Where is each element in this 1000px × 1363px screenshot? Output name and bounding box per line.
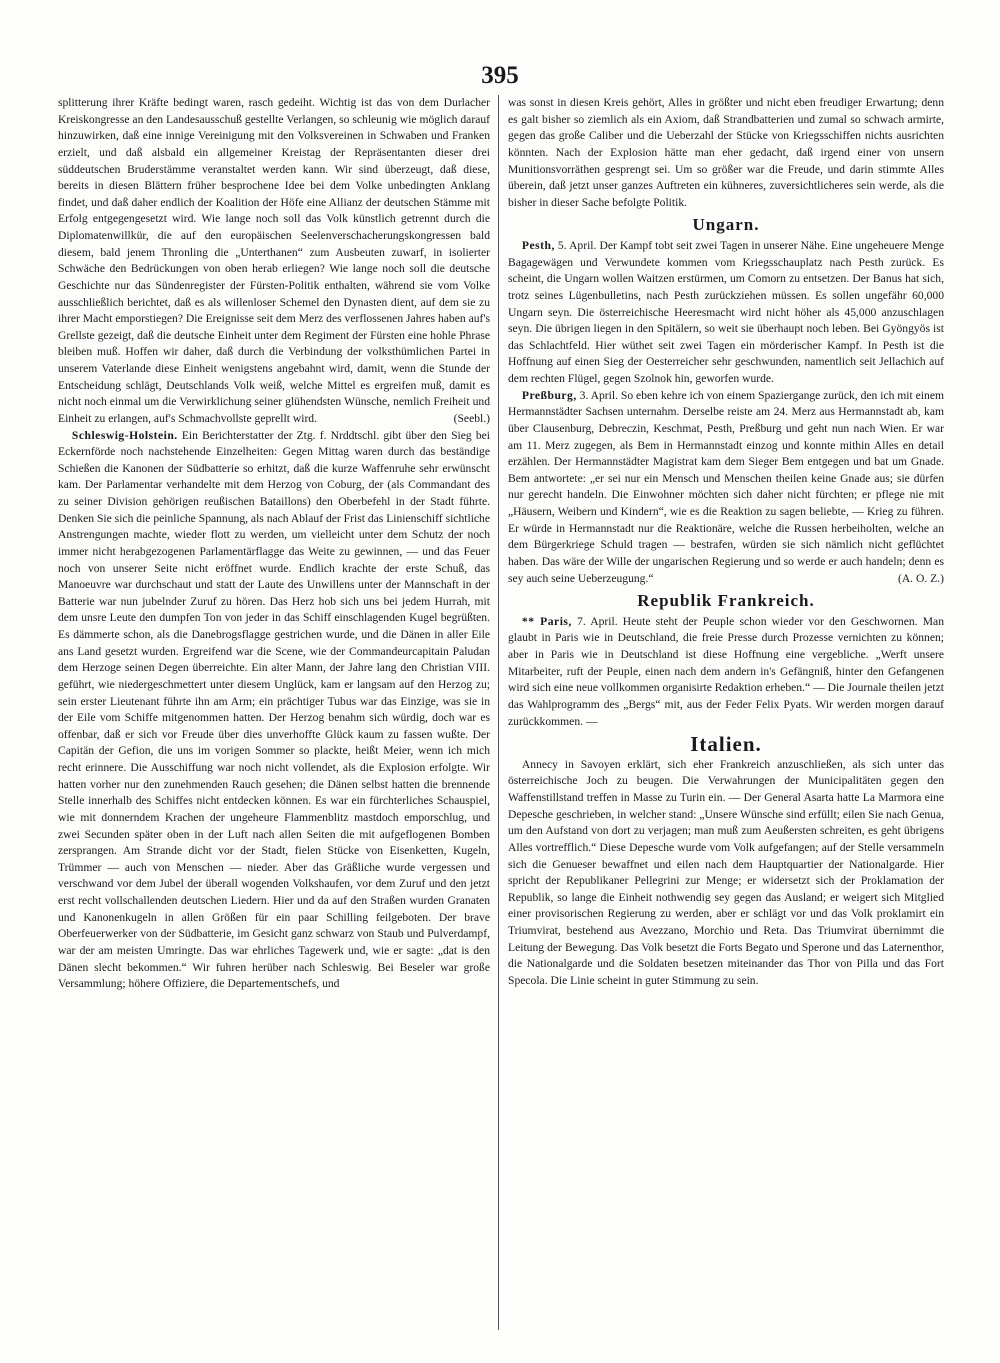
article-schleswig-holstein: Schleswig-Holstein. Ein Berichterstatter der Ztg. f. Nrddtschl. gibt über den Sieg bei Eckernförde noch nachstehende Einzelheiten: Gegen Mittag waren durch das beständige Schießen die Kanonen der Südbatterie so erhitzt, daß die kurze Waffenruhe sehr erwünscht kam. Der Parlamentar verhandelte mit dem Herzog von Coburg, der (als Commandant des zu seiner Division gehörigen reußischen Bataillons) den Oberbefehl in der Stadt führte. Denken Sie sich die peinliche Spannung, als nach Ablauf der Frist das Linienschiff sichtliche Anstrengungen machte, wieder flott zu werden, um vielleicht unter dem Schutz der noch immer nicht herabgezogenen Parlamentärflagge das Weite zu gewinnen, — und das Feuer noch von unserer Seite nicht eröffnet wurde. Endlich krachte der erste Schuß, das Manoeuvre war durchschaut und statt der Laute des Unwillens unter der Mannschaft in der Batterie war nun jubelnder Zuruf zu hören. Das Herz hob sich uns bei jedem Hurrah, mit dem unsre Leute den dumpfen Ton von jeder in das Schiff einschlagenden Kugel begrüßten. Es dämmerte schon, als die Danebrogsflagge gestrichen wurde, und die Dänen in aller Eile ans Land gesetzt wurden. Ergreifend war die Scene, wie der Commandeurcapitain Paludan dem Herzoge seinen Degen überreichte. Ein alter Mann, der Jahre lang den Christian VIII. geführt, wie niedergeschmettert unter diesem Unglück, kam er langsam auf den Herzog zu; sein erster Lieutenant führte ihn am Arm; ein prächtiger Tubus war das Einzige, was sie in der Eile vom Schiffe mitgenommen hatten. Der Herzog benahm sich würdig, doch war es offenbar, daß er sich vor Freude über dies unverhoffte Glück kaum zu fassen wußte. Der Capitän der Gefion, die uns im vorigen Sommer so plackte, heißt Meier, wenn ich mich recht erinnere. Die Ausschiffung war noch nicht vollendet, als die Explosion erfolgte. Wir hatten vorher nur den zunehmenden Rauch gesehen; die Dänen selbst hatten die brennende Stelle innerhalb des Schiffes nicht entdecken können. Es war ein fürchterliches Schauspiel, wie mit donnerndem Krachen der ungeheure Flammenblitz mastdoch emporschlug, und zwei Secunden später oben in der Luft nach allen Seiten die mit aufgeflogenen Bomben zersprangen. Am Strande dicht vor der Stadt, fielen Stücke von Eisenketten, Kugeln, Trümmer — auch von Menschen — nieder. Aber das Gräßliche wurde vergessen und verschwand vor dem Jubel der überall wogenden Volkshaufen, vor dem Zuruf und den jetzt erst recht vollschallenden deutschen Liedern. Hier und da auf den Straßen wurden Granaten und Kanonenkugeln in allen Größen für ein paar Schilling feilgeboten. Der brave Oberfeuerwerker von der Südbatterie, im Gesicht ganz schwarz von Staub und Pulverdampf, war der am meisten Umringte. Das war ehrliches Tagewerk und, wie er sagte: „dat is den Dänen slecht bekommen.“ Wir fuhren herüber nach Schleswig. Bei Beseler war große Versammlung; höhere Offiziere, die Departementschefs, und [58, 428, 490, 991]
article-italien: Annecy in Savoyen erklärt, sich eher Frankreich anzuschließen, als sich unter das österreichische Joch zu beugen. Die Verwahrungen der Municipalitäten gegen den Waffenstillstand treffen in Masse zu Turin ein. — Der General Asarta hatte La Marmora eine Depesche geschrieben, in welcher stand: „Unsere Wünsche sind erfüllt; eilen Sie nach Genua, um den Aufstand von dort zu verjagen; man muß zum Aeußersten schreiten, es geht übrigens Alles vortrefflich.“ Diese Depesche wurde vom Volk aufgefangen; auf der Stelle versammeln sich die Genueser bewaffnet und eilen nach dem Hauptquartier der Nationalgarde. Hier spricht der Republikaner Pellegrini zur Menge; er widersetzt sich der Proklamation der Republik, so lange die Einheit nothwendig sey gegen das Ausland; er weigert sich Mitglied einer provisorischen Regierung zu werden, aber er schlägt vor und das Volk proklamirt ein Triumvirat, bestehend aus Avezzano, Morchio und Reta. Das Triumvirat übernimmt die Leitung der Bewegung. Das Volk besetzt die Forts Begato und Sperone und das Laternenthor, die Nationalgarde und die Soldaten besetzen miteinander das Thor von Pilla und das Fort Specola. Die Linie scheint in guter Stimmung zu sein. [508, 757, 944, 987]
left-column [58, 95, 490, 993]
section-heading-frankreich: Republik Frankreich. [637, 591, 815, 611]
article-paragraph: splitterung ihrer Kräfte bedingt waren, rasch gedeiht. Wichtig ist das von dem Durlacher Kreiskongresse an den Landesausschuß gestellte Verlangen, so schleunig wie möglich darauf hinzuwirken, daß eine innige Vereinigung mit den Volksvereinen in Schwaben und Franken erzielt, und daß alsbald ein allgemeiner Kreistag der Repräsentanten dieser drei süddeutschen Bruderstämme veranstaltet werden kann. Wir sind überzeugt, daß diese, bereits in diesen Blättern früher besprochene Idee bei dem Volke unbedingten Anklang findet, und daß daher endlich der Koalition der Höfe eine Allianz der deutschen Stämme mit Erfolg entgegengesetzt wird. Wie lange noch soll das Volk künstlich getrennt durch die Diplomatenwillkür, die auf den europäischen Seelenverschacherungskongressen bald diesem, bald jenem Thronling die „Unterthanen“ zum Ausbeuten zuwarf, in isolierter Schwäche den Bedrückungen von oben herab erliegen? Wie lange noch soll die deutsche Geschichte nur das Sündenregister der Fürsten-Politik enthalten, während sie vom Volke ausschließlich berichtet, daß es als willenloser Schemel den Dynasten dient, auf dem sie zu ihrer Macht emporstiegen? Die Ereignisse seit dem Merz des verflossenen Jahres haben auf's Grellste gezeigt, daß die deutsche Einheit unter dem Regiment der Fürsten eine hohle Phrase bleiben muß. Hoffen wir daher, daß durch die Verbindung der volksthümlichen Partei in unserem Vaterlande diese Einheit wenigstens angebahnt wird, damit, wenn die Stunde der Entscheidung schlägt, Deutschlands Volk weiß, welche Mittel es ergreifen muß, damit es nicht noch einmal um die Verwirklichung seiner glühendsten Wünsche, nemlich Freiheit und Einheit zu erlangen, auf's Schmachvollste geprellt wird. (Seebl.) [58, 95, 490, 428]
article-paragraph: was sonst in diesen Kreis gehört, Alles in größter und nicht eben freudiger Erwartung; denn es galt bisher so ziemlich als ein Axiom, daß Strandbatterien und zumal so schwach armirte, gegen das große Caliber und die Ueberzahl der Stücke von Kriegsschiffen nichts ausrichten könnten. Nach der Explosion hätte man eher gedacht, daß irgend einer von unsern Munitionsvorräthen gesprengt sei. Um so größer war die Freude, und darin stimmte Alles überein, daß jetzt unser ganzes Auftreten ein kühneres, zuversichtlicheres sein werde, als die bisher in dieser Sache befolgte Politik. [508, 96, 944, 209]
source-attribution: (A. O. Z.) [897, 571, 944, 585]
section-heading-italien: Italien. [690, 732, 762, 757]
article-pesth: Pesth, 5. April. Der Kampf tobt seit zwei Tagen in unserer Nähe. Eine ungeheuere Menge Bagagewägen und Verwundete kommen vom Kriegsschauplatz nach Pesth zurück. Es scheint, die Ungarn wollen Waitzen erstürmen, um Comorn zu entsetzen. Der Banus hat sich, trotz seines Lügenbulletins, nach Pesth zurückziehen müssen. Es sollen ungefähr 60,000 Ungarn seyn. Die österreichische Heeresmacht wird nicht höher als 45,000 anzuschlagen seyn. Die übrigen liegen in den Spitälern, so weit sie überhaupt noch leben. Bei Gyöngyös ist das Schlachtfeld. Hier wüthet seit zwei Tagen ein mörderischer Kampf. In Pesth ist die Hoffnung auf einen Sieg der Oesterreicher sehr geschwunden, namentlich seit Jellachich auf dem rechten Flügel, gegen Szolnok hin, geworfen wurde. [508, 239, 944, 385]
dateline-place: Pesth, [521, 239, 555, 252]
page-number: 395 [481, 62, 519, 89]
right-column [508, 95, 944, 990]
section-heading-ungarn: Ungarn. [692, 215, 760, 235]
dateline-place: Schleswig-Holstein. [71, 428, 178, 442]
article-pressburg: Preßburg, 3. April. So eben kehre ich von einem Spaziergange zurück, den ich mit einem Hermannstädter Sachsen unternahm. Derselbe reiste am 24. Merz aus Hermannstadt ab, kam über Clausenburg, Debreczin, Keschmat, Pesth, Preßburg und geht nun nach Wien. Er war am 11. Merz zugegen, als Bem in Hermannstadt einzog und konnte mithin Alles en detail erzählen. Der Hermannstädter Magistrat kam dem Sieger Bem entgegen und bat um Gnade. Bem antwortete: „er sei nur ein Mensch und Menschen theilen keine Gnade aus; sie dürfen nur gerecht handeln. Die Einwohner möchten sich daher nicht fürchten; er pflege nie mit „Häusern, Weibern und Kindern“, wie es die Reaktion zu sagen beliebte, — Krieg zu führen. Er würde in Hermannstadt nur die Reaktionäre, welche die Russen herbeiholten, welche an dem Bürgerkriege Schuld tragen — bestrafen, würden sie sich nämlich nicht geflüchtet haben. Das wäre der Wille der ungarischen Regierung und so werde er auch handeln; denn es sey auch seine Ueberzeugung.“ (A. O. Z.) [508, 388, 944, 588]
article-paris: ** Paris, 7. April. Heute steht der Peuple schon wieder vor den Geschwornen. Man glaubt in Paris wie in Deutschland, die freie Presse durch Prozesse vernichten zu können; aber in Paris wie in Deutschland ist diese Hoffnung eine vergebliche. „Werft unsere Mitarbeiter, ruft der Peuple, einen nach dem andern in's Gefängniß, hinter den Gefangenen wird sich eine neue vollkommen organisirte Redaktion erheben.“ — Die Journale theilen jetzt das Wahlprogramm des „Bergs“ mit, aus der Feder Felix Pyats. Wir werden morgen darauf zurückkommen. — [508, 614, 944, 728]
dateline-place: Preßburg, [521, 388, 577, 402]
source-attribution: (Seebl.) [453, 411, 490, 425]
dateline-place: ** Paris, [521, 614, 572, 628]
column-divider [498, 95, 499, 1330]
